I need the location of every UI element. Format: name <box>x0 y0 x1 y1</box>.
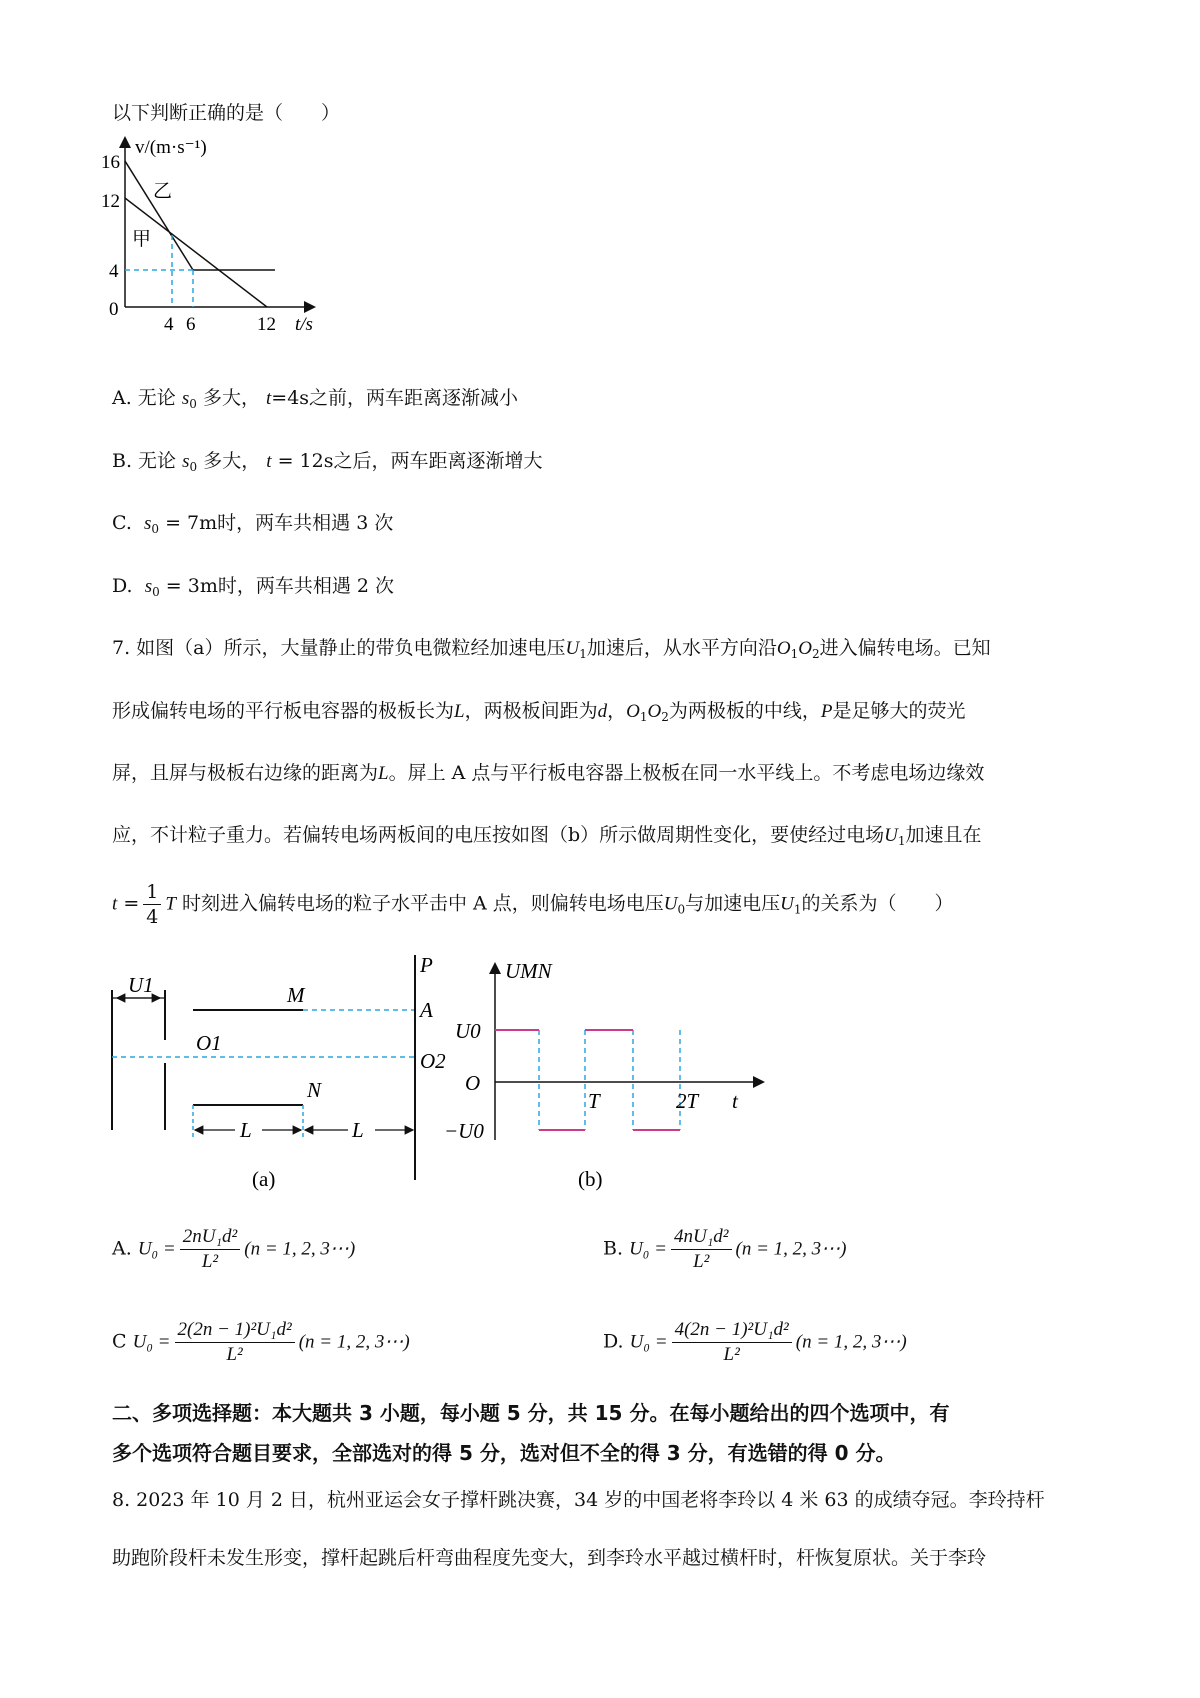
q8-line-2: 助跑阶段杆未发生形变，撑杆起跳后杆弯曲程度先变大，到李玲水平越过横杆时，杆恢复原状。关于李玲 <box>112 1547 987 1569</box>
fig-a-A: A <box>420 998 433 1022</box>
fig-b-t: t <box>732 1089 738 1113</box>
fig-a-L2: L <box>352 1118 364 1142</box>
graph1-label-yi: 乙 <box>153 181 173 202</box>
fig-b-ylabel: UMN <box>505 959 552 983</box>
fig-a-U1: U1 <box>128 973 154 997</box>
vt-graph <box>95 135 355 365</box>
figure-a <box>100 950 450 1200</box>
fig-b-negU0: −U0 <box>444 1119 484 1143</box>
fig-b-U0: U0 <box>455 1019 481 1043</box>
section2-heading-2: 多个选项符合题目要求，全部选对的得 5 分，选对但不全的得 3 分，有选错的得 0 分。 <box>112 1441 896 1465</box>
q7-line-3: 屏，且屏与极板右边缘的距离为L。屏上 A 点与平行板电容器上极板在同一水平线上。不考虑电场边缘效 <box>112 762 985 784</box>
q6-option-b[interactable]: B. 无论 $s_0$ 多大， t = 12s之后，两车距离逐渐增大 <box>112 450 543 474</box>
graph1-ytick-12: 12 <box>101 191 120 212</box>
fig-a-O2: O2 <box>420 1049 446 1073</box>
graph1-xlabel: t/s <box>295 314 313 335</box>
graph1-xtick-12: 12 <box>257 314 276 335</box>
q6-option-c[interactable]: C. $s_0 = 7m$时，两车共相遇 3 次 <box>112 512 394 536</box>
q7-option-b[interactable]: B. U₀ = $\frac{\text{4nU₁d²}}{\text{L²}}$ (n = 1, 2, 3⋯) <box>603 1226 847 1272</box>
q7-option-d[interactable]: D. U₀ = $\frac{\text{4(2n − 1)²U₁d²}}{\text{L²}}$ (n = 1, 2, 3⋯) <box>603 1319 907 1365</box>
q7-line-4: 应，不计粒子重力。若偏转电场两板间的电压按如图（b）所示做周期性变化，要使经过电场$U_1$加速且在 <box>112 824 982 848</box>
fig-a-M: M <box>287 983 305 1007</box>
q7-line-2: 形成偏转电场的平行板电容器的极板长为L，两极板间距为d，$O_1O_2$为两极板的中线，P是足够大的荧光 <box>112 700 966 724</box>
q8-line-1: 8. 2023 年 10 月 2 日，杭州亚运会女子撑杆跳决赛，34 岁的中国老将李玲以 4 米 63 的成绩夺冠。李玲持杆 <box>112 1489 1045 1511</box>
graph1-ytick-16: 16 <box>101 152 120 173</box>
q7-option-c[interactable]: C U₀ = $\frac{\text{2(2n − 1)²U₁d²}}{\text{L²}}$ (n = 1, 2, 3⋯) <box>112 1319 410 1365</box>
fig-a-L1: L <box>240 1118 252 1142</box>
question-intro: 以下判断正确的是（ ） <box>112 102 341 124</box>
q6-option-d[interactable]: D. $s_0 = 3m$时，两车共相遇 2 次 <box>112 575 395 599</box>
fig-a-N: N <box>307 1078 322 1102</box>
graph1-ytick-4: 4 <box>109 261 119 282</box>
fig-b-O: O <box>465 1071 481 1095</box>
fig-a-O1: O1 <box>196 1031 222 1055</box>
fig-b-2T: 2T <box>676 1089 699 1113</box>
q7-line-5: t = $\frac{1}{4}$ T 时刻进入偏转电场的粒子水平击中 A 点，则偏转电场电压$U_0$与加速电压$U_1$的关系为（ ） <box>112 881 954 928</box>
graph1-xtick-4: 4 <box>164 314 174 335</box>
q7-option-a[interactable]: A. U₀ = $\frac{\text{2nU₁d²}}{\text{L²}}$ (n = 1, 2, 3⋯) <box>112 1226 356 1272</box>
graph1-xtick-6: 6 <box>186 314 196 335</box>
figure-b <box>444 950 770 1200</box>
graph1-ytick-0: 0 <box>109 299 119 320</box>
fig-a-caption: (a) <box>252 1167 276 1191</box>
fig-b-T: T <box>588 1089 600 1113</box>
fig-a-P: P <box>420 953 433 977</box>
q6-option-a[interactable]: A. 无论 $s_0$ 多大， t=4s之前，两车距离逐渐减小 <box>112 387 519 411</box>
graph1-label-jia: 甲 <box>132 229 152 250</box>
fig-b-caption: (b) <box>578 1167 603 1191</box>
q7-line-1: 7. 如图（a）所示，大量静止的带负电微粒经加速电压$U_1$加速后，从水平方向沿$O_1O_2$进入偏转电场。已知 <box>112 637 991 661</box>
graph1-ylabel: v/(m·s⁻¹) <box>135 137 207 158</box>
section2-heading-1: 二、多项选择题：本大题共 3 小题，每小题 5 分，共 15 分。在每小题给出的四个选项中，有 <box>112 1401 950 1425</box>
